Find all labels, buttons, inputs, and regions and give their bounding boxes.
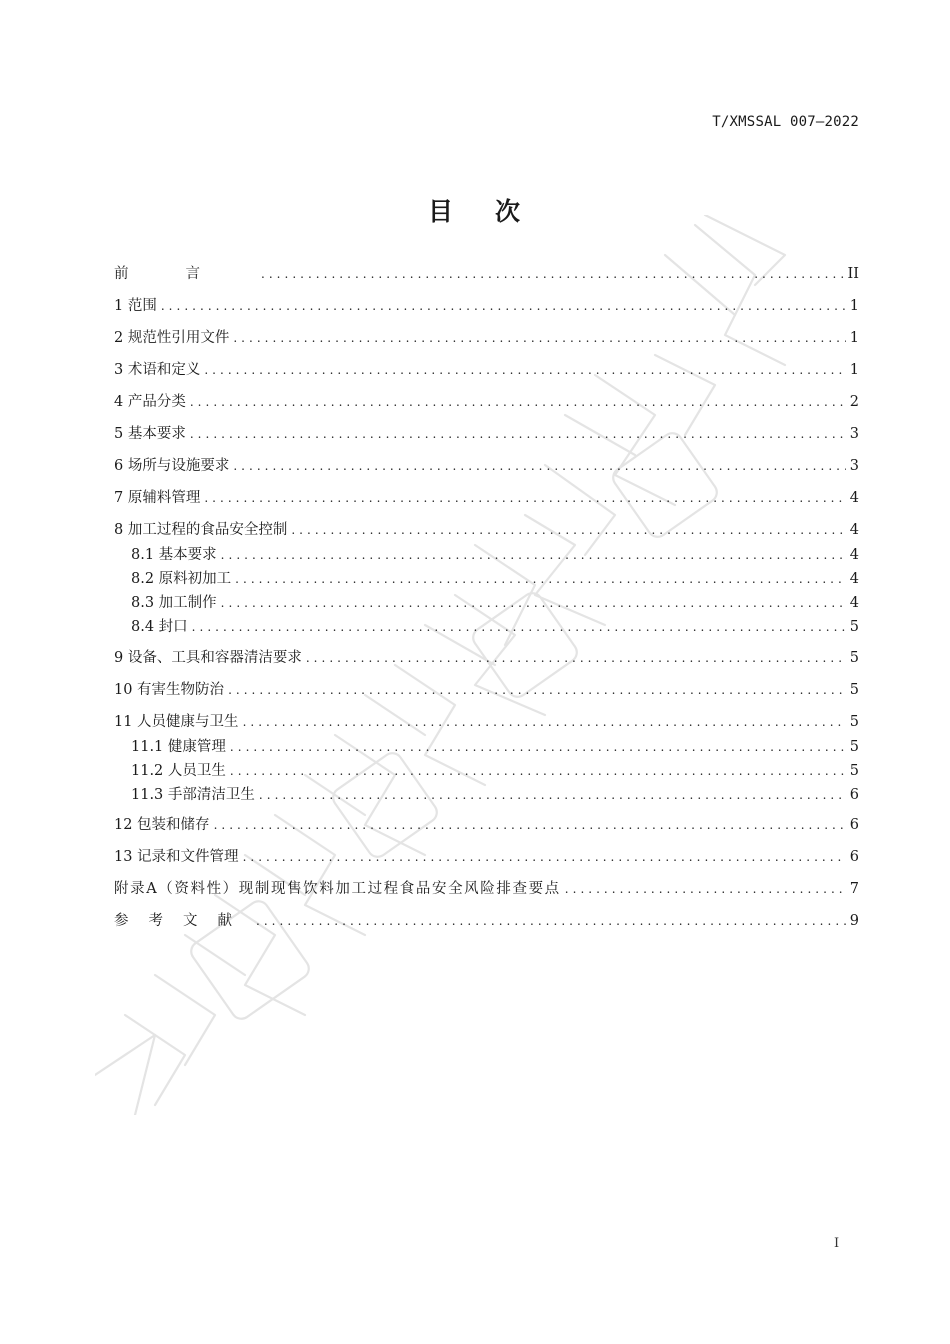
toc-entry-label: 5 基本要求 [114,426,186,442]
toc-entry-page: 3 [849,426,859,442]
leader-dots [235,569,846,589]
toc-entry-page: 9 [849,913,859,929]
toc-entry-label: 12 包装和储存 [114,817,210,833]
toc-entry-food-safety-control[interactable] [114,520,859,540]
leader-dots [221,545,846,565]
toc-entry-page: 4 [849,547,859,563]
toc-entry-label: 参考文献 [114,913,252,929]
toc-entry-page: 5 [849,619,859,635]
toc-entry-basic-requirements[interactable] [114,424,859,444]
toc-entry-page: 1 [849,298,859,314]
toc-title-part-1: 目 [427,197,455,226]
toc-entry-site-facilities[interactable] [114,456,859,476]
toc-entry-11-1[interactable] [131,737,859,757]
toc-entry-page: 5 [849,763,859,779]
toc-entry-label: 11.3 手部清洁卫生 [131,787,255,803]
leader-dots [214,815,846,835]
toc-entry-page: 6 [849,817,859,833]
leader-dots [161,296,846,316]
leader-dots [190,424,846,444]
toc-entry-packaging-storage[interactable] [114,815,859,835]
toc-entry-page: 5 [849,714,859,730]
leader-dots [204,488,846,508]
toc-entry-label: 8 加工过程的食品安全控制 [114,522,288,538]
toc-entry-page: 3 [849,458,859,474]
toc-entry-8-3[interactable] [131,593,859,613]
leader-dots [233,328,846,348]
toc-entry-8-2[interactable] [131,569,859,589]
toc-entry-page: 1 [849,330,859,346]
toc-entry-scope[interactable] [114,296,859,316]
page-number: I [834,1236,840,1251]
toc-entry-label: 8.4 封口 [131,619,188,635]
leader-dots [243,847,846,867]
toc-entry-personnel-health[interactable] [114,712,859,732]
leader-dots [306,648,846,668]
toc-entry-label: 11 人员健康与卫生 [114,714,239,730]
toc-title-part-2: 次 [495,197,523,226]
leader-dots [228,680,846,700]
toc-entry-equipment-cleaning[interactable] [114,648,859,668]
toc-entry-label: 8.2 原料初加工 [131,571,232,587]
toc-entry-11-2[interactable] [131,761,859,781]
toc-entry-records-documents[interactable] [114,847,859,867]
toc-entry-page: 5 [849,739,859,755]
toc-entry-label: 11.2 人员卫生 [131,763,226,779]
toc-entry-bibliography[interactable] [114,911,859,931]
toc-entry-page: 6 [849,849,859,865]
leader-dots [233,456,846,476]
toc-entry-label: 附录A（资料性）现制现售饮料加工过程食品安全风险排查要点 [114,881,561,897]
leader-dots [291,520,846,540]
document-code: T/XMSSAL 007—2022 [712,114,859,130]
toc-title [0,192,950,228]
toc-entry-label: 9 设备、工具和容器清洁要求 [114,650,302,666]
toc-entry-page: 4 [849,522,859,538]
toc-entry-page: 4 [849,571,859,587]
toc-entry-appendix-a[interactable] [114,879,859,899]
toc-entry-pest-control[interactable] [114,680,859,700]
toc-entry-foreword[interactable] [114,264,859,284]
toc-entry-page: 6 [849,787,859,803]
toc-entry-label: 4 产品分类 [114,394,186,410]
toc-entry-label: 13 记录和文件管理 [114,849,239,865]
toc-entry-label: 2 规范性引用文件 [114,330,230,346]
toc-entry-page: 5 [849,650,859,666]
toc-entry-11-3[interactable] [131,785,859,805]
toc-entry-terms-definitions[interactable] [114,360,859,380]
toc-entry-page: 7 [849,881,859,897]
toc-entry-label: 7 原辅料管理 [114,490,201,506]
leader-dots [221,593,846,613]
leader-dots [230,737,846,757]
toc-entry-label: 11.1 健康管理 [131,739,226,755]
toc-entry-page: II [847,266,859,282]
leader-dots [230,761,846,781]
toc-entry-label: 前言 [114,266,257,282]
leader-dots [259,785,846,805]
toc-entry-label: 8.3 加工制作 [131,595,217,611]
leader-dots [261,264,845,284]
toc-entry-label: 8.1 基本要求 [131,547,217,563]
leader-dots [256,911,846,931]
leader-dots [190,392,846,412]
toc-entry-normative-references[interactable] [114,328,859,348]
toc-entry-label: 6 场所与设施要求 [114,458,230,474]
toc-entry-label: 3 术语和定义 [114,362,201,378]
toc-entry-product-classification[interactable] [114,392,859,412]
toc-entry-page: 2 [849,394,859,410]
leader-dots [243,712,846,732]
toc-entry-page: 4 [849,490,859,506]
toc-entry-page: 4 [849,595,859,611]
leader-dots [192,617,846,637]
toc-entry-label: 10 有害生物防治 [114,682,225,698]
leader-dots [565,879,846,899]
toc-entry-label: 1 范围 [114,298,157,314]
toc-entry-page: 5 [849,682,859,698]
toc-entry-8-1[interactable] [131,545,859,565]
leader-dots [204,360,846,380]
toc-entry-raw-materials[interactable] [114,488,859,508]
toc-entry-page: 1 [849,362,859,378]
toc-entry-8-4[interactable] [131,617,859,637]
